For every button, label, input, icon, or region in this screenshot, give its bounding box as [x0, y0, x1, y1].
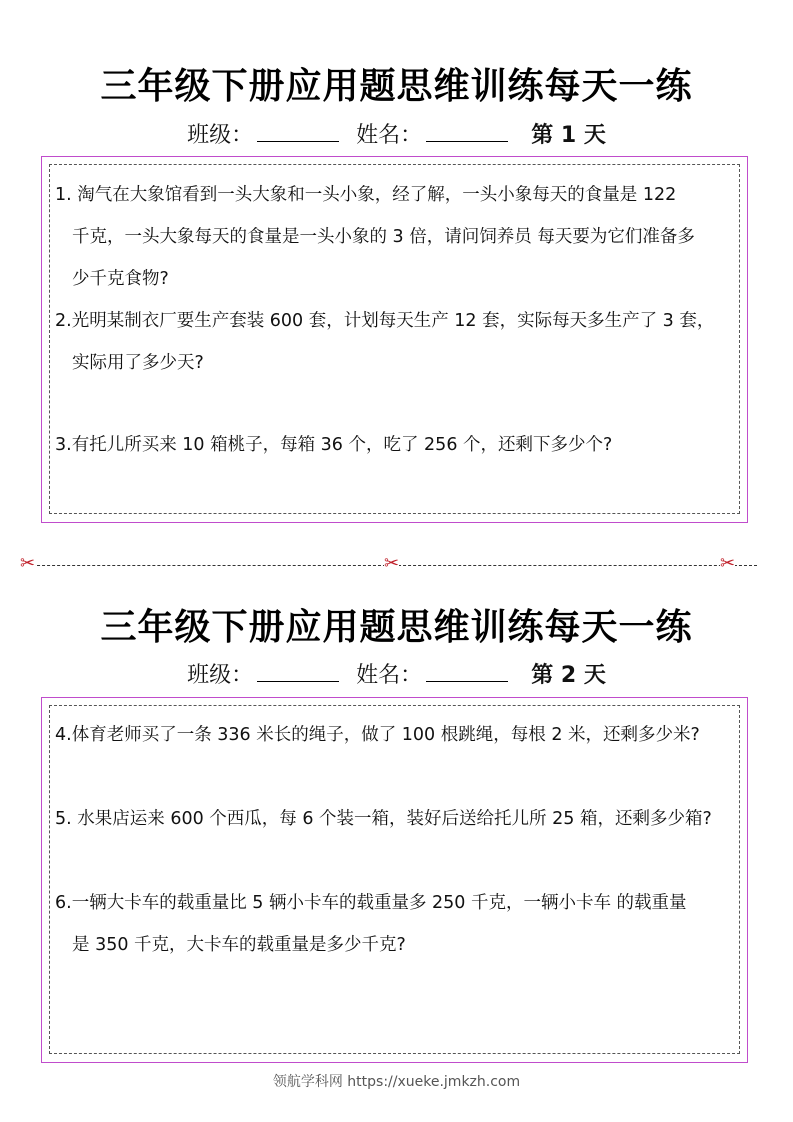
name-label: 姓名：: [356, 663, 423, 688]
question-4: 4.体育老师买了一条 336 米长的绳子，做了 100 根跳绳，每根 2 米，还剩多少米?: [55, 725, 700, 745]
info-line-1: [0, 118, 793, 149]
question-box-1: [41, 156, 748, 523]
scissors-icon: ✂: [384, 553, 400, 574]
day-label: 第 1 天: [531, 123, 606, 148]
question-1: 1. 淘气在大象馆看到一头大象和一头小象，经了解，一头小象每天的食量是 122 千克，一头大象每天的食量是一头小象的 3 倍，请问饲养员 每天要为它们准备多 少千克食物?: [55, 185, 695, 289]
scissors-icon: ✂: [720, 553, 736, 574]
question-3: 3.有托儿所买来 10 箱桃子，每箱 36 个，吃了 256 个，还剩下多少个?: [55, 435, 613, 455]
question-6: 6.一辆大卡车的载重量比 5 辆小卡车的载重量多 250 千克，一辆小卡车 的载重量 是 350 千克，大卡车的载重量是多少千克?: [55, 893, 687, 955]
class-blank[interactable]: [257, 661, 339, 682]
name-blank[interactable]: [426, 121, 508, 142]
question-box-2: [41, 697, 748, 1063]
info-line-2: [0, 658, 793, 689]
day-label: 第 2 天: [531, 663, 606, 688]
worksheet-title-2: 三年级下册应用题思维训练每天一练: [100, 607, 693, 648]
class-blank[interactable]: [257, 121, 339, 142]
question-5: 5. 水果店运来 600 个西瓜，每 6 个装一箱，装好后送给托儿所 25 箱，还剩多少箱?: [55, 809, 712, 829]
class-label: 班级：: [187, 663, 254, 688]
class-label: 班级：: [187, 123, 254, 148]
question-2: 2.光明某制衣厂要生产套装 600 套，计划每天生产 12 套，实际每天多生产了 3 套， 实际用了多少天?: [55, 311, 715, 373]
name-label: 姓名：: [356, 123, 423, 148]
worksheet-title-1: 三年级下册应用题思维训练每天一练: [100, 66, 693, 107]
dashed-inner-border: [49, 705, 740, 1054]
footer-watermark: 领航学科网 https://xueke.jmkzh.com: [272, 1074, 521, 1090]
name-blank[interactable]: [426, 661, 508, 682]
scissors-icon: ✂: [20, 553, 36, 574]
